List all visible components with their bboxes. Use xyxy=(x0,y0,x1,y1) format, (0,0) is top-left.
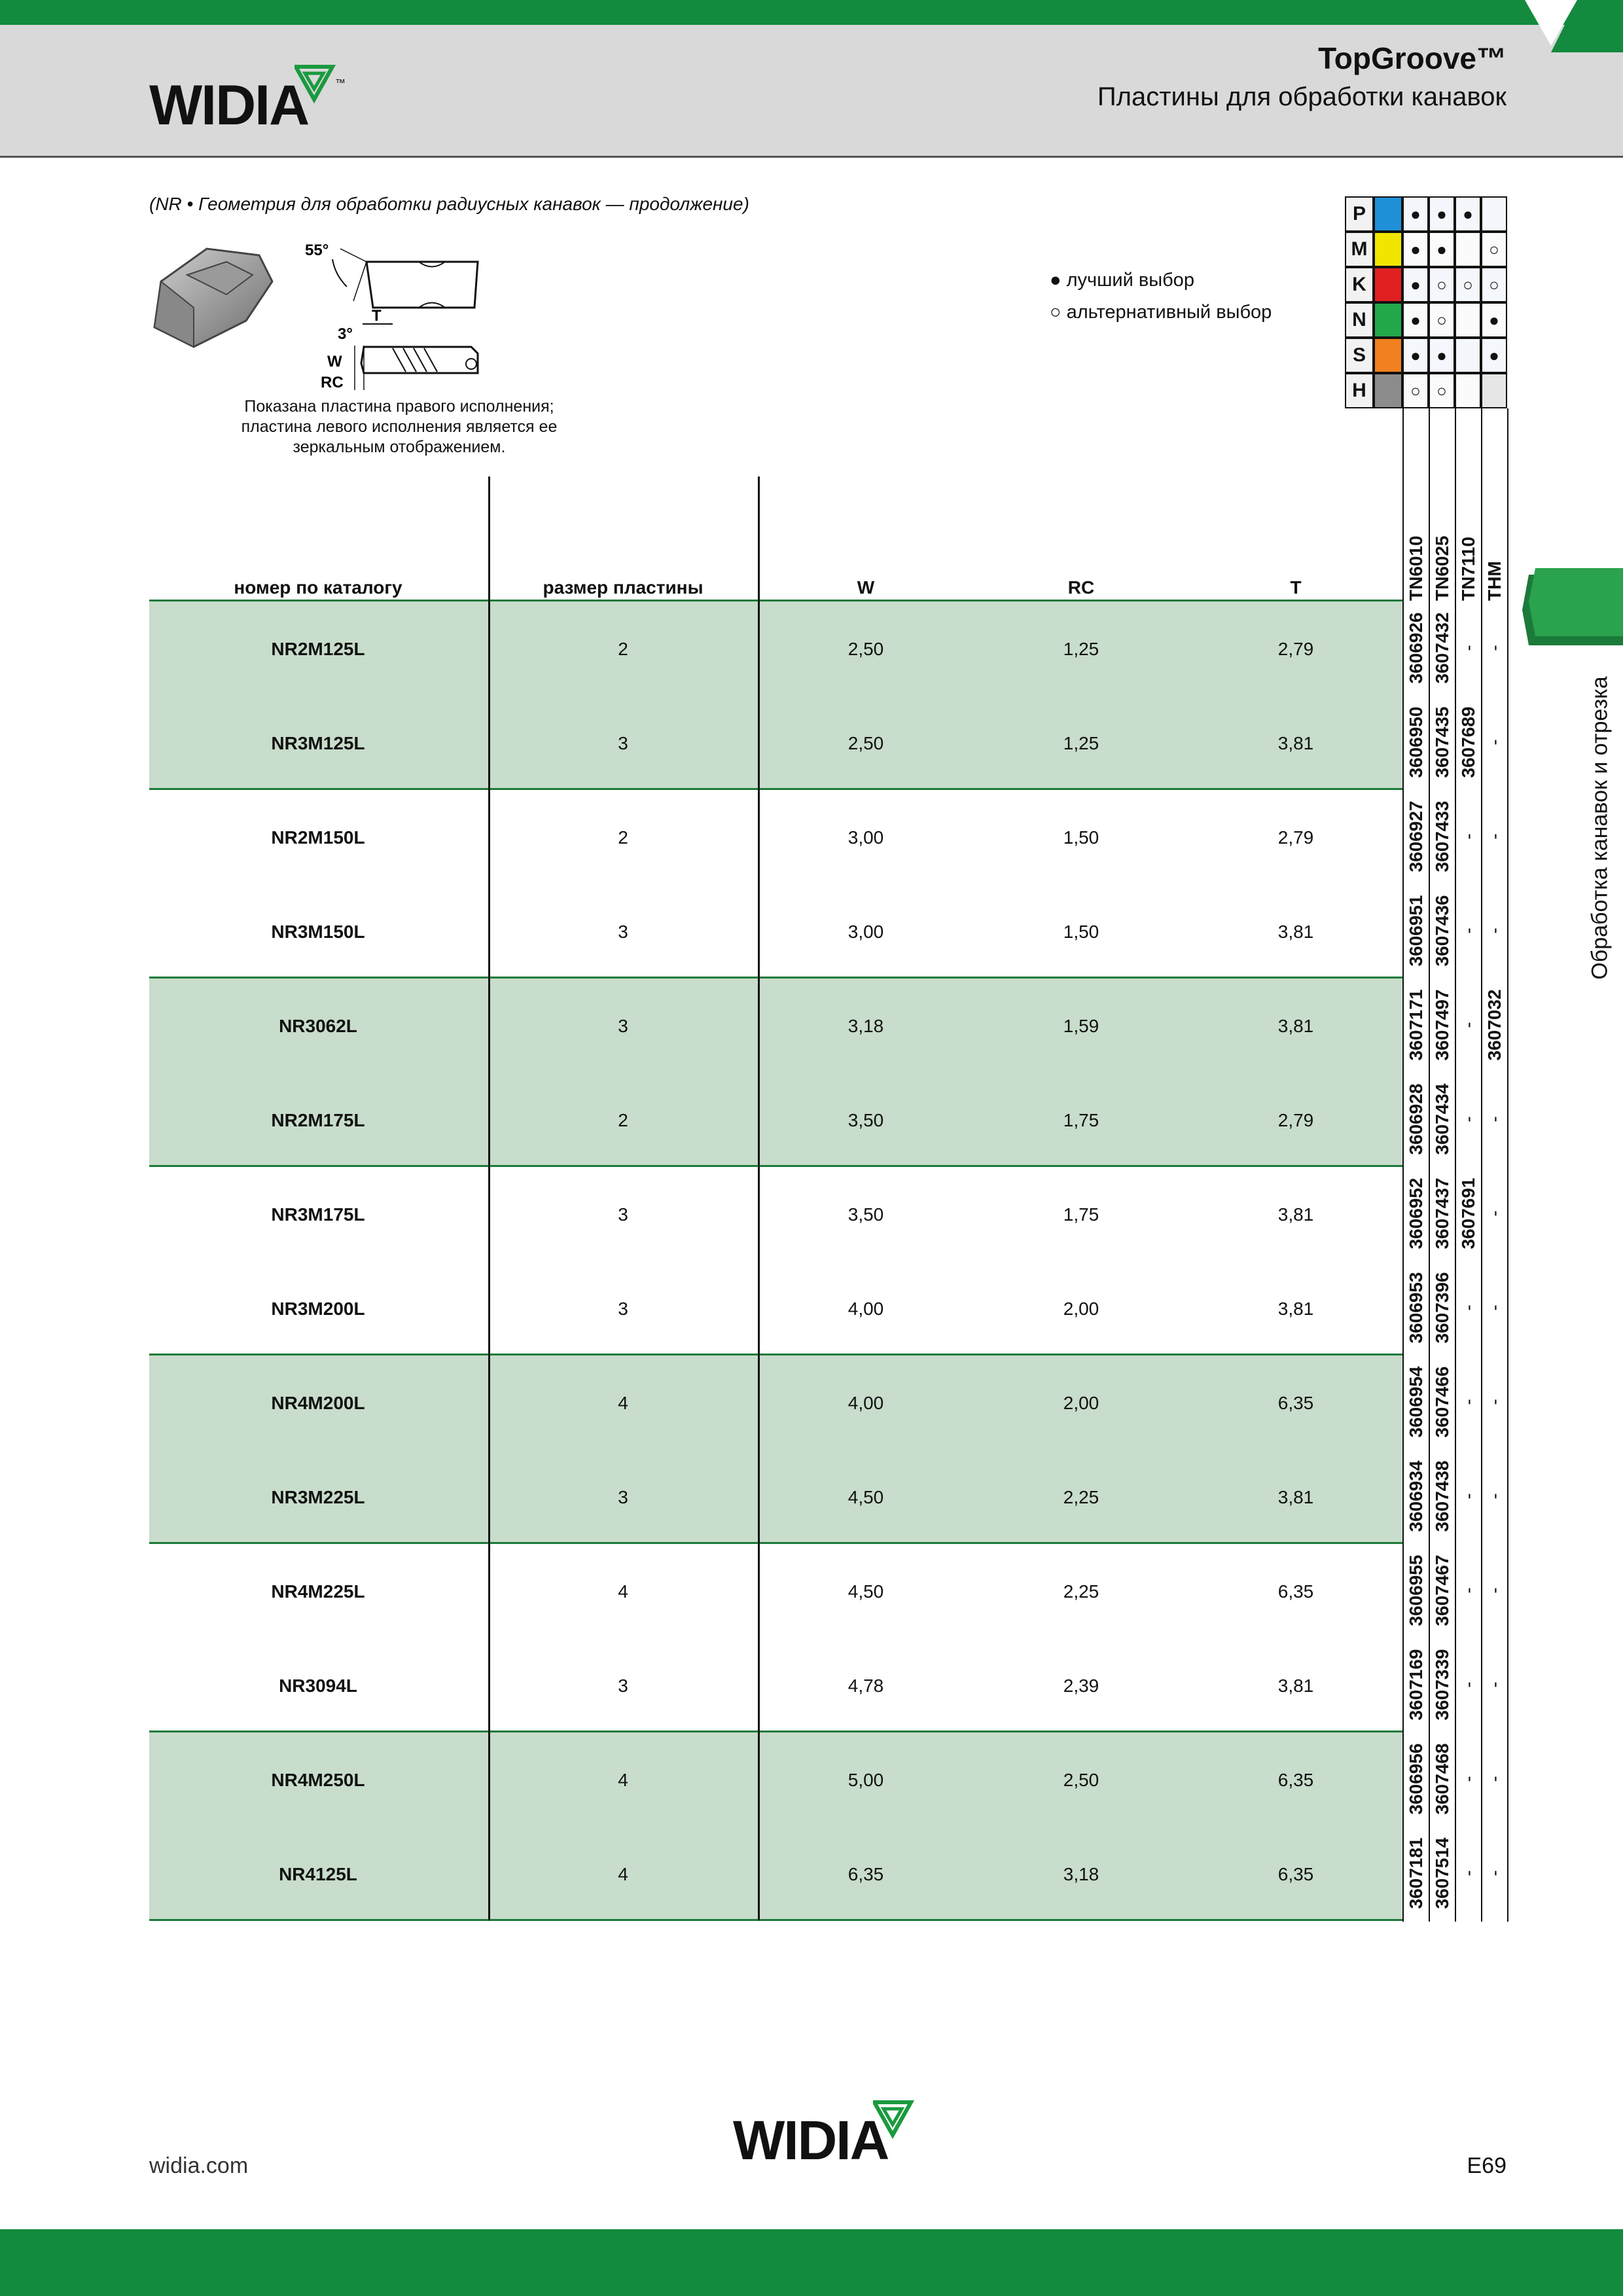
material-color-swatch xyxy=(1374,232,1402,267)
order-code-tn7110: - xyxy=(1458,1870,1478,1876)
cell-rc: 2,00 xyxy=(1063,1393,1099,1413)
material-grade-mark xyxy=(1481,196,1507,232)
page-number: E69 xyxy=(1467,2153,1507,2178)
order-code-tn6010: 3606926 xyxy=(1406,612,1426,684)
table-row xyxy=(149,695,1508,789)
material-color-swatch xyxy=(1374,373,1402,408)
cell-t: 2,79 xyxy=(1277,1110,1314,1130)
cell-rc: 3,18 xyxy=(1063,1864,1099,1884)
material-grade-mark: ● xyxy=(1402,338,1429,373)
cell-size: 3 xyxy=(618,1676,628,1696)
cell-size: 3 xyxy=(618,1487,628,1507)
cell-t: 3,81 xyxy=(1277,1016,1314,1036)
cell-rc: 1,50 xyxy=(1063,922,1099,942)
order-code-tn7110: - xyxy=(1458,1681,1478,1688)
cell-t: 3,81 xyxy=(1277,1299,1314,1319)
cell-t: 2,79 xyxy=(1277,639,1314,659)
legend-alternative: ○ альтернативный выбор xyxy=(1050,302,1272,323)
table-row xyxy=(149,884,1508,978)
cell-w: 6,35 xyxy=(847,1864,884,1884)
table-row xyxy=(149,1072,1508,1166)
order-code-thm: - xyxy=(1484,645,1505,651)
cell-rc: 2,25 xyxy=(1063,1581,1099,1602)
cell-size: 4 xyxy=(618,1864,628,1884)
material-grade-mark: ○ xyxy=(1402,373,1429,408)
order-code-thm: - xyxy=(1484,833,1505,840)
cell-size: 4 xyxy=(618,1581,628,1602)
cell-rc: 1,25 xyxy=(1063,733,1099,753)
material-row-n xyxy=(1345,302,1499,338)
order-code-tn6025: 3607432 xyxy=(1432,612,1452,684)
cell-w: 4,50 xyxy=(847,1487,884,1507)
material-grade-mark: ○ xyxy=(1455,267,1481,302)
order-code-thm: - xyxy=(1484,1493,1505,1499)
cell-catalog-number: NR3M125L xyxy=(271,733,365,753)
order-code-tn7110: - xyxy=(1458,1116,1478,1122)
cell-w: 3,50 xyxy=(847,1110,884,1130)
material-grade-mark: ● xyxy=(1402,302,1429,338)
material-grade-mark: ○ xyxy=(1481,267,1507,302)
order-code-thm: - xyxy=(1484,1116,1505,1122)
order-code-tn6010: 3606955 xyxy=(1406,1554,1426,1626)
cell-rc: 1,59 xyxy=(1063,1016,1099,1036)
material-code: H xyxy=(1345,373,1374,408)
material-grade-mark: ● xyxy=(1402,232,1429,267)
cell-rc: 2,50 xyxy=(1063,1770,1099,1790)
material-grade-mark xyxy=(1481,373,1507,408)
material-color-swatch xyxy=(1374,267,1402,302)
cell-w: 3,00 xyxy=(847,827,884,848)
order-code-thm: - xyxy=(1484,1587,1505,1594)
material-row-s xyxy=(1345,338,1499,373)
order-code-tn6025: 3607339 xyxy=(1432,1649,1452,1721)
header-logo: WIDIA ™ xyxy=(149,73,308,138)
cell-t: 2,79 xyxy=(1277,827,1314,848)
cell-catalog-number: NR3M200L xyxy=(271,1299,365,1319)
cell-w: 3,00 xyxy=(847,922,884,942)
order-code-tn6025: 3607514 xyxy=(1432,1837,1452,1909)
insert-3d-illustration xyxy=(148,236,279,353)
order-code-tn7110: - xyxy=(1458,833,1478,840)
cell-catalog-number: NR3094L xyxy=(279,1676,357,1696)
cell-w: 2,50 xyxy=(847,639,884,659)
cell-rc: 2,39 xyxy=(1063,1676,1099,1696)
order-code-tn7110: - xyxy=(1458,645,1478,651)
grade-header-tn7110: TN7110 xyxy=(1458,536,1478,601)
cell-w: 3,18 xyxy=(847,1016,884,1036)
order-code-tn6025: 3607438 xyxy=(1432,1460,1452,1532)
bottom-green-bar xyxy=(0,2229,1623,2296)
cell-t: 3,81 xyxy=(1277,733,1314,753)
cell-rc: 1,50 xyxy=(1063,827,1099,848)
cell-t: 3,81 xyxy=(1277,1204,1314,1225)
cell-t: 3,81 xyxy=(1277,922,1314,942)
cell-w: 2,50 xyxy=(847,733,884,753)
order-code-tn6025: 3607434 xyxy=(1432,1083,1452,1155)
order-code-tn7110: - xyxy=(1458,1304,1478,1311)
order-code-tn6010: 3607169 xyxy=(1406,1649,1426,1721)
cell-w: 4,00 xyxy=(847,1299,884,1319)
cell-catalog-number: NR4M250L xyxy=(271,1770,365,1790)
cell-size: 3 xyxy=(618,1016,628,1036)
order-code-thm: - xyxy=(1484,1304,1505,1311)
cell-size: 2 xyxy=(618,1110,628,1130)
header-product: TopGroove™ xyxy=(1318,41,1507,75)
material-code: M xyxy=(1345,232,1374,267)
material-grade-mark: ○ xyxy=(1429,302,1455,338)
order-code-tn7110: - xyxy=(1458,1493,1478,1499)
table-row xyxy=(149,1826,1508,1920)
order-code-thm: - xyxy=(1484,1399,1505,1405)
cell-rc: 1,75 xyxy=(1063,1204,1099,1225)
material-code: S xyxy=(1345,338,1374,373)
material-grade-mark xyxy=(1455,338,1481,373)
cell-rc: 2,00 xyxy=(1063,1299,1099,1319)
t-label: T xyxy=(372,307,382,325)
cell-catalog-number: NR2M175L xyxy=(271,1110,365,1130)
order-code-tn6010: 3607181 xyxy=(1406,1837,1426,1909)
order-code-tn6025: 3607436 xyxy=(1432,895,1452,967)
material-grade-mark: ● xyxy=(1455,196,1481,232)
grade-header-tn6025: TN6025 xyxy=(1432,535,1452,601)
section-side-tab xyxy=(1522,560,1623,649)
order-code-tn6025: 3607437 xyxy=(1432,1177,1452,1249)
order-code-tn6010: 3606952 xyxy=(1406,1177,1426,1249)
order-code-tn6025: 3607396 xyxy=(1432,1272,1452,1344)
angle-55-label: 55° xyxy=(305,242,329,259)
order-code-tn6025: 3607466 xyxy=(1432,1366,1452,1438)
material-grade-mark: ● xyxy=(1429,232,1455,267)
cell-catalog-number: NR3M225L xyxy=(271,1487,365,1507)
footer-url[interactable]: widia.com xyxy=(149,2153,249,2178)
cell-w: 4,00 xyxy=(847,1393,884,1413)
table-row xyxy=(149,1166,1508,1261)
insert-note: Показана пластина правого исполнения; пластина левого исполнения является ее зеркальным отображением. xyxy=(241,397,558,456)
material-color-swatch xyxy=(1374,196,1402,232)
cell-catalog-number: NR3M150L xyxy=(271,922,365,942)
cell-catalog-number: NR2M125L xyxy=(271,639,365,659)
cell-t: 6,35 xyxy=(1277,1770,1314,1790)
cell-size: 3 xyxy=(618,922,628,942)
order-code-tn6010: 3606953 xyxy=(1406,1272,1426,1344)
order-code-tn7110: 3607691 xyxy=(1458,1177,1478,1249)
grade-header-tn6010: TN6010 xyxy=(1406,535,1426,601)
material-grade-mark: ● xyxy=(1402,196,1429,232)
grade-column-line xyxy=(1402,408,1404,1922)
material-code: N xyxy=(1345,302,1374,338)
cell-catalog-number: NR3062L xyxy=(279,1016,357,1036)
order-code-tn7110: - xyxy=(1458,1776,1478,1782)
cell-t: 3,81 xyxy=(1277,1676,1314,1696)
table-row xyxy=(149,978,1508,1072)
cell-size: 3 xyxy=(618,1299,628,1319)
widia-footer-logo-icon xyxy=(873,2100,925,2139)
top-green-bar xyxy=(0,0,1623,25)
cell-t: 6,35 xyxy=(1277,1581,1314,1602)
material-grade-mark: ○ xyxy=(1481,232,1507,267)
section-caption: (NR • Геометрия для обработки радиусных канавок — продолжение) xyxy=(149,194,749,214)
material-grade-mark: ● xyxy=(1402,267,1429,302)
cell-w: 5,00 xyxy=(847,1770,884,1790)
order-code-tn7110: - xyxy=(1458,927,1478,934)
table-row xyxy=(149,601,1508,695)
grade-column-line xyxy=(1429,408,1430,1922)
order-code-tn6025: 3607468 xyxy=(1432,1743,1452,1815)
order-code-tn6010: 3606927 xyxy=(1406,800,1426,872)
column-header-catalog: номер по каталогу xyxy=(234,577,402,598)
column-header-t: T xyxy=(1290,577,1302,598)
side-tab-label: Обработка канавок и отрезка xyxy=(1587,676,1613,980)
legend xyxy=(1050,264,1272,329)
material-grade-mark: ● xyxy=(1481,302,1507,338)
rc-label: RC xyxy=(321,374,344,391)
material-row-p xyxy=(1345,196,1473,232)
insert-geometry-diagram xyxy=(301,236,491,399)
grade-header-thm: THM xyxy=(1484,561,1505,601)
order-code-thm: - xyxy=(1484,739,1505,745)
grade-column-line xyxy=(1455,408,1456,1922)
material-row-k xyxy=(1345,267,1499,302)
order-code-tn7110: - xyxy=(1458,1587,1478,1594)
cell-rc: 1,75 xyxy=(1063,1110,1099,1130)
order-code-tn7110: 3607689 xyxy=(1458,706,1478,778)
order-code-thm: - xyxy=(1484,1210,1505,1217)
order-code-tn6025: 3607433 xyxy=(1432,800,1452,872)
material-grade-mark: ○ xyxy=(1429,373,1455,408)
material-code: K xyxy=(1345,267,1374,302)
material-color-swatch xyxy=(1374,338,1402,373)
order-code-tn6010: 3606950 xyxy=(1406,706,1426,778)
material-grade-mark: ● xyxy=(1429,338,1455,373)
material-grade-mark: ● xyxy=(1429,196,1455,232)
insert-table xyxy=(149,476,1508,1923)
material-grade-mark xyxy=(1455,373,1481,408)
cell-catalog-number: NR4125L xyxy=(279,1864,357,1884)
cell-catalog-number: NR4M225L xyxy=(271,1581,365,1602)
cell-t: 6,35 xyxy=(1277,1864,1314,1884)
material-code: P xyxy=(1345,196,1374,232)
grade-column-line xyxy=(1507,408,1508,1922)
column-header-size: размер пластины xyxy=(543,577,704,598)
column-header-rc: RC xyxy=(1067,577,1095,598)
order-code-tn6025: 3607497 xyxy=(1432,989,1452,1061)
table-row xyxy=(149,1543,1508,1638)
table-row xyxy=(149,1355,1508,1449)
cell-t: 3,81 xyxy=(1277,1487,1314,1507)
material-grade-mark: ● xyxy=(1481,338,1507,373)
order-code-tn6010: 3606954 xyxy=(1406,1366,1426,1438)
order-code-tn6010: 3606956 xyxy=(1406,1743,1426,1815)
cell-t: 6,35 xyxy=(1277,1393,1314,1413)
order-code-thm: - xyxy=(1484,1776,1505,1782)
cell-size: 3 xyxy=(618,1204,628,1225)
order-code-tn7110: - xyxy=(1458,1399,1478,1405)
material-grade-mark: ○ xyxy=(1429,267,1455,302)
order-code-tn6010: 3606928 xyxy=(1406,1083,1426,1155)
order-code-tn7110: - xyxy=(1458,1022,1478,1028)
material-row-m xyxy=(1345,232,1499,267)
corner-triangle xyxy=(1505,0,1623,52)
order-code-thm: - xyxy=(1484,1870,1505,1876)
order-code-thm: - xyxy=(1484,1681,1505,1688)
cell-w: 4,78 xyxy=(847,1676,884,1696)
header-subtitle: Пластины для обработки канавок xyxy=(1097,82,1507,111)
order-code-thm: 3607032 xyxy=(1484,989,1505,1061)
w-label: W xyxy=(327,353,342,370)
material-color-swatch xyxy=(1374,302,1402,338)
material-grade-mark xyxy=(1455,302,1481,338)
svg-text:™: ™ xyxy=(335,78,346,89)
cell-size: 2 xyxy=(618,639,628,659)
table-row xyxy=(149,1449,1508,1543)
cell-rc: 2,25 xyxy=(1063,1487,1099,1507)
legend-best: ● лучший выбор xyxy=(1050,270,1194,291)
cell-size: 4 xyxy=(618,1393,628,1413)
order-code-tn6025: 3607435 xyxy=(1432,706,1452,778)
material-grade-mark xyxy=(1455,232,1481,267)
order-code-tn6025: 3607467 xyxy=(1432,1554,1452,1626)
table-row xyxy=(149,1732,1508,1826)
cell-size: 4 xyxy=(618,1770,628,1790)
widia-logo-icon xyxy=(294,64,347,103)
table-row xyxy=(149,1261,1508,1355)
cell-size: 2 xyxy=(618,827,628,848)
grade-column-line xyxy=(1481,408,1482,1922)
table-row xyxy=(149,1638,1508,1732)
order-code-tn6010: 3606951 xyxy=(1406,895,1426,967)
footer-logo: WIDIA xyxy=(733,2109,888,2172)
cell-rc: 1,25 xyxy=(1063,639,1099,659)
order-code-thm: - xyxy=(1484,927,1505,934)
order-code-tn6010: 3607171 xyxy=(1406,989,1426,1061)
cell-size: 3 xyxy=(618,733,628,753)
order-code-tn6010: 3606934 xyxy=(1406,1460,1426,1532)
cell-catalog-number: NR3M175L xyxy=(271,1204,365,1225)
cell-catalog-number: NR4M200L xyxy=(271,1393,365,1413)
cell-w: 3,50 xyxy=(847,1204,884,1225)
column-header-w: W xyxy=(857,577,875,598)
material-row-h xyxy=(1345,373,1455,408)
table-row xyxy=(149,789,1508,884)
angle-3-label: 3° xyxy=(338,325,353,343)
cell-w: 4,50 xyxy=(847,1581,884,1602)
cell-catalog-number: NR2M150L xyxy=(271,827,365,848)
